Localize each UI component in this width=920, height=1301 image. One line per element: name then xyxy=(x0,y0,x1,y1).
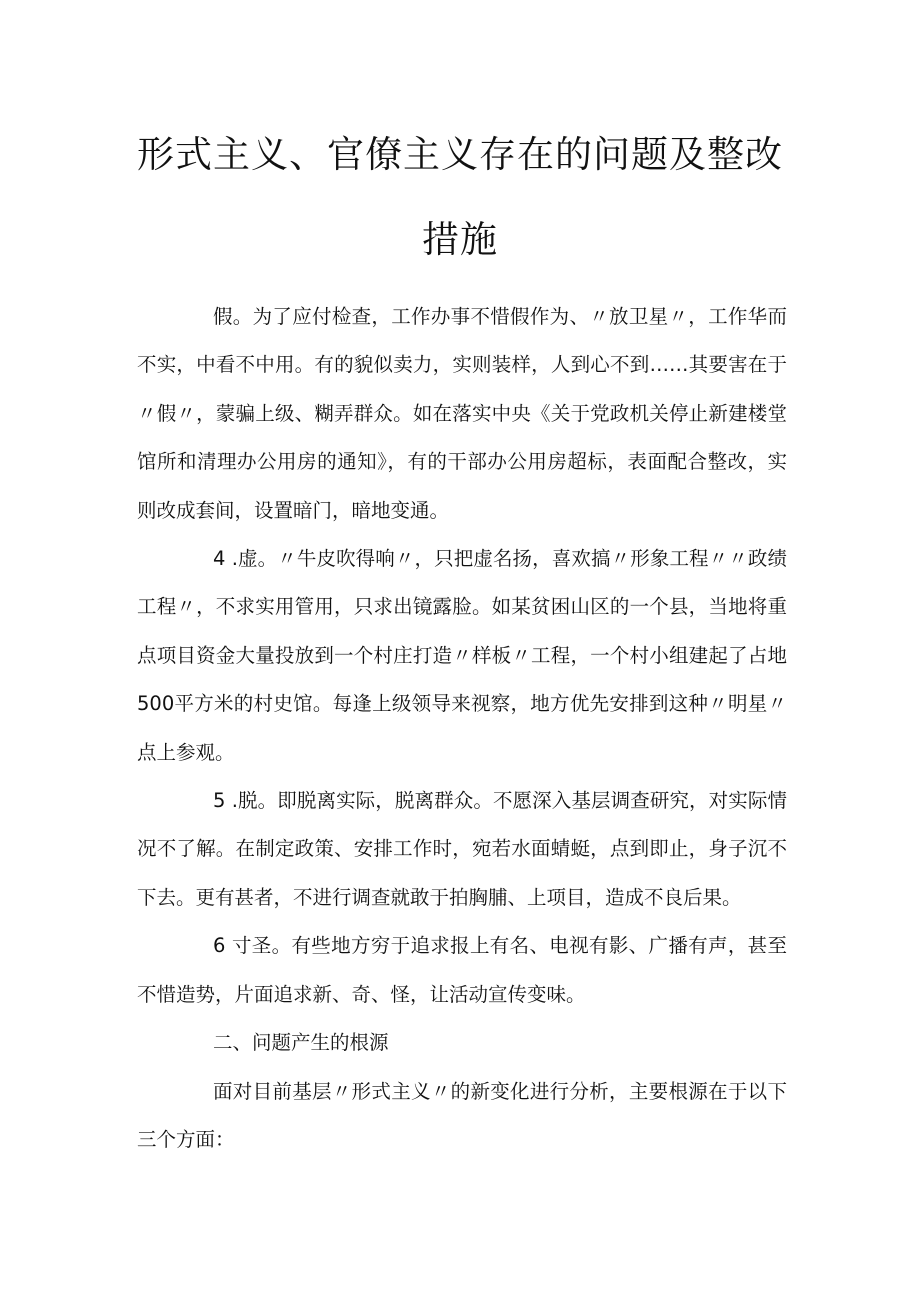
document-title-line-2: 措施 xyxy=(422,218,498,261)
paragraph-root-causes-intro: 面对目前基层〃形式主义〃的新变化进行分析，主要根源在于以下三个方面： xyxy=(137,1079,787,1151)
document-body xyxy=(137,293,787,1164)
document-title-line-1: 形式主义、官僚主义存在的问题及整改 xyxy=(137,133,783,176)
paragraph-item-6-publicity: 6 寸圣。有些地方穷于追求报上有名、电视有影、广播有声，甚至不惜造势，片面追求新、奇、怪，让活动宣传变味。 xyxy=(137,934,787,1006)
paragraph-item-4-empty-show: 4 .虚。〃牛皮吹得响〃，只把虚名扬，喜欢搞〃形象工程〃〃政绩工程〃，不求实用管用，只求出镜露脸。如某贫困山区的一个县，当地将重点项目资金大量投放到一个村庄打造〃样板〃工程，一个村小组建起了占地500平方米的村史馆。每逢上级领导来视察，地方优先安排到这种〃明星〃点上参观。 xyxy=(137,547,787,764)
paragraph-false-work: 假。为了应付检查，工作办事不惜假作为、〃放卫星〃，工作华而不实，中看不中用。有的貌似卖力，实则装样，人到心不到……其要害在于〃假〃，蒙骗上级、糊弄群众。如在落实中央《关于党政机关停止新建楼堂馆所和清理办公用房的通知》，有的干部办公用房超标，表面配合整改，实则改成套间，设置暗门，暗地变通。 xyxy=(137,305,787,522)
section-heading-root-causes: 二、问题产生的根源 xyxy=(213,1031,389,1055)
paragraph-item-5-detached: 5 .脱。即脱离实际，脱离群众。不愿深入基层调查研究，对实际情况不了解。在制定政策、安排工作时，宛若水面蜻蜓，点到即止，身子沉不下去。更有甚者，不进行调查就敢于拍胸脯、上项目，造成不良后果。 xyxy=(137,789,787,909)
